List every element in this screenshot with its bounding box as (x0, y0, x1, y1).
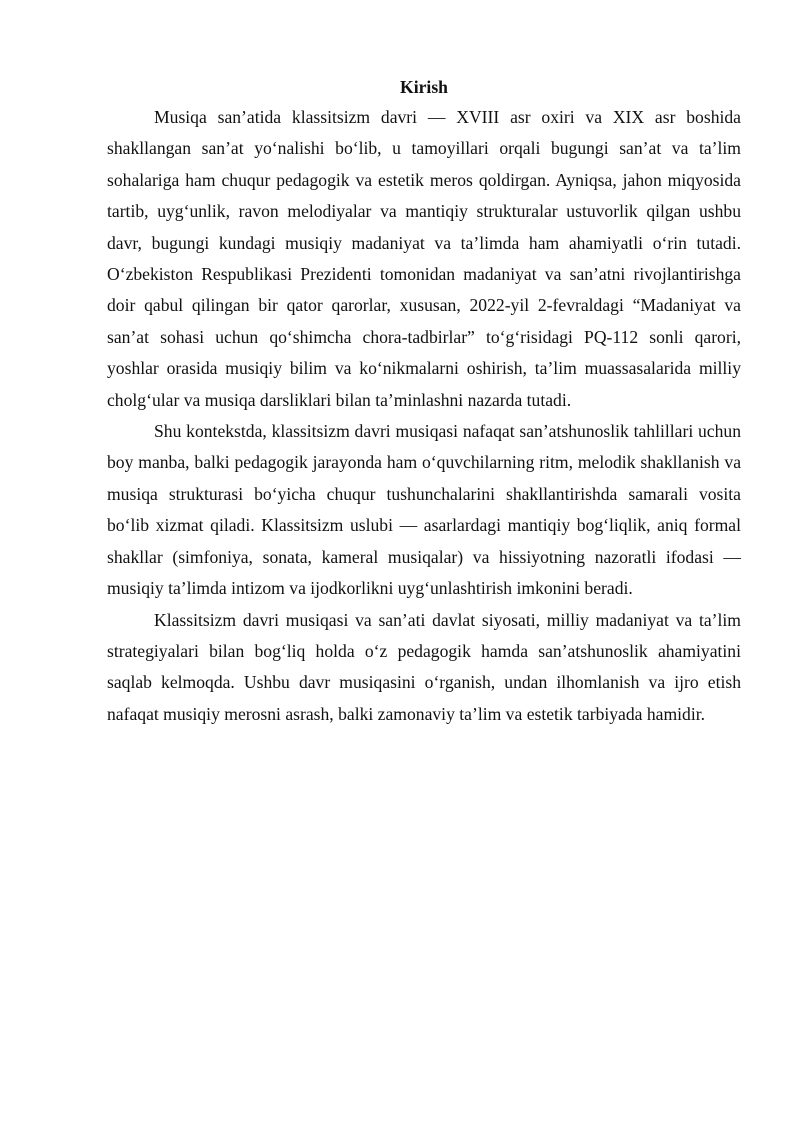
document-body (107, 75, 741, 730)
paragraph-3: Klassitsizm davri musiqasi va san’ati davlat siyosati, milliy madaniyat va ta’lim strategiyalari bilan bog‘liq holda o‘z pedagogik hamda san’atshunoslik ahamiyatini saqlab kelmoqda. Ushbu davr musiqasini o‘rganish, undan ilhomlanish va ijro etish nafaqat musiqiy merosni asrash, balki zamonaviy ta’lim va estetik tarbiyada hamidir. (107, 609, 741, 724)
section-title: Kirish (400, 77, 448, 97)
paragraph-2: Shu kontekstda, klassitsizm davri musiqasi nafaqat san’atshunoslik tahlillari uchun boy manba, balki pedagogik jarayonda ham o‘quvchilarning ritm, melodik shakllanish va musiqa strukturasi bo‘yicha chuqur tushunchalarini shakllantirishda samarali vosita bo‘lib xizmat qiladi. Klassitsizm uslubi — asarlardagi mantiqiy bog‘liqlik, aniq formal shakllar (simfoniya, sonata, kameral musiqalar) va hissiyotning nazoratli ifodasi — musiqiy ta’limda intizom va ijodkorlikni uyg‘unlashtirish imkonini beradi. (107, 421, 741, 599)
paragraph-1: Musiqa san’atida klassitsizm davri — XVIII asr oxiri va XIX asr boshida shakllangan san’at yo‘nalishi bo‘lib, u tamoyillari orqali bugungi san’at va ta’lim sohalariga ham chuqur pedagogik va estetik meros qoldirgan. Ayniqsa, jahon miqyosida tartib, uyg‘unlik, ravon melodiyalar va mantiqiy strukturalar ustuvorlik qilgan ushbu davr, bugungi kundagi musiqiy madaniyat va ta’limda ham ahamiyatli o‘rin tutadi. O‘zbekiston Respublikasi Prezidenti tomonidan madaniyat va san’atni rivojlantirishga doir qabul qilingan bir qator qarorlar, xususan, 2022-yil 2-fevraldagi “Madaniyat va san’at sohasi uchun qo‘shimcha chora-tadbirlar” to‘g‘risidagi PQ-112 sonli qarori, yoshlar orasida musiqiy bilim va ko‘nikmalarni oshirish, ta’lim muassasalarida milliy cholg‘ular va musiqa darsliklari bilan ta’minlashni nazarda tutadi. (107, 107, 741, 410)
